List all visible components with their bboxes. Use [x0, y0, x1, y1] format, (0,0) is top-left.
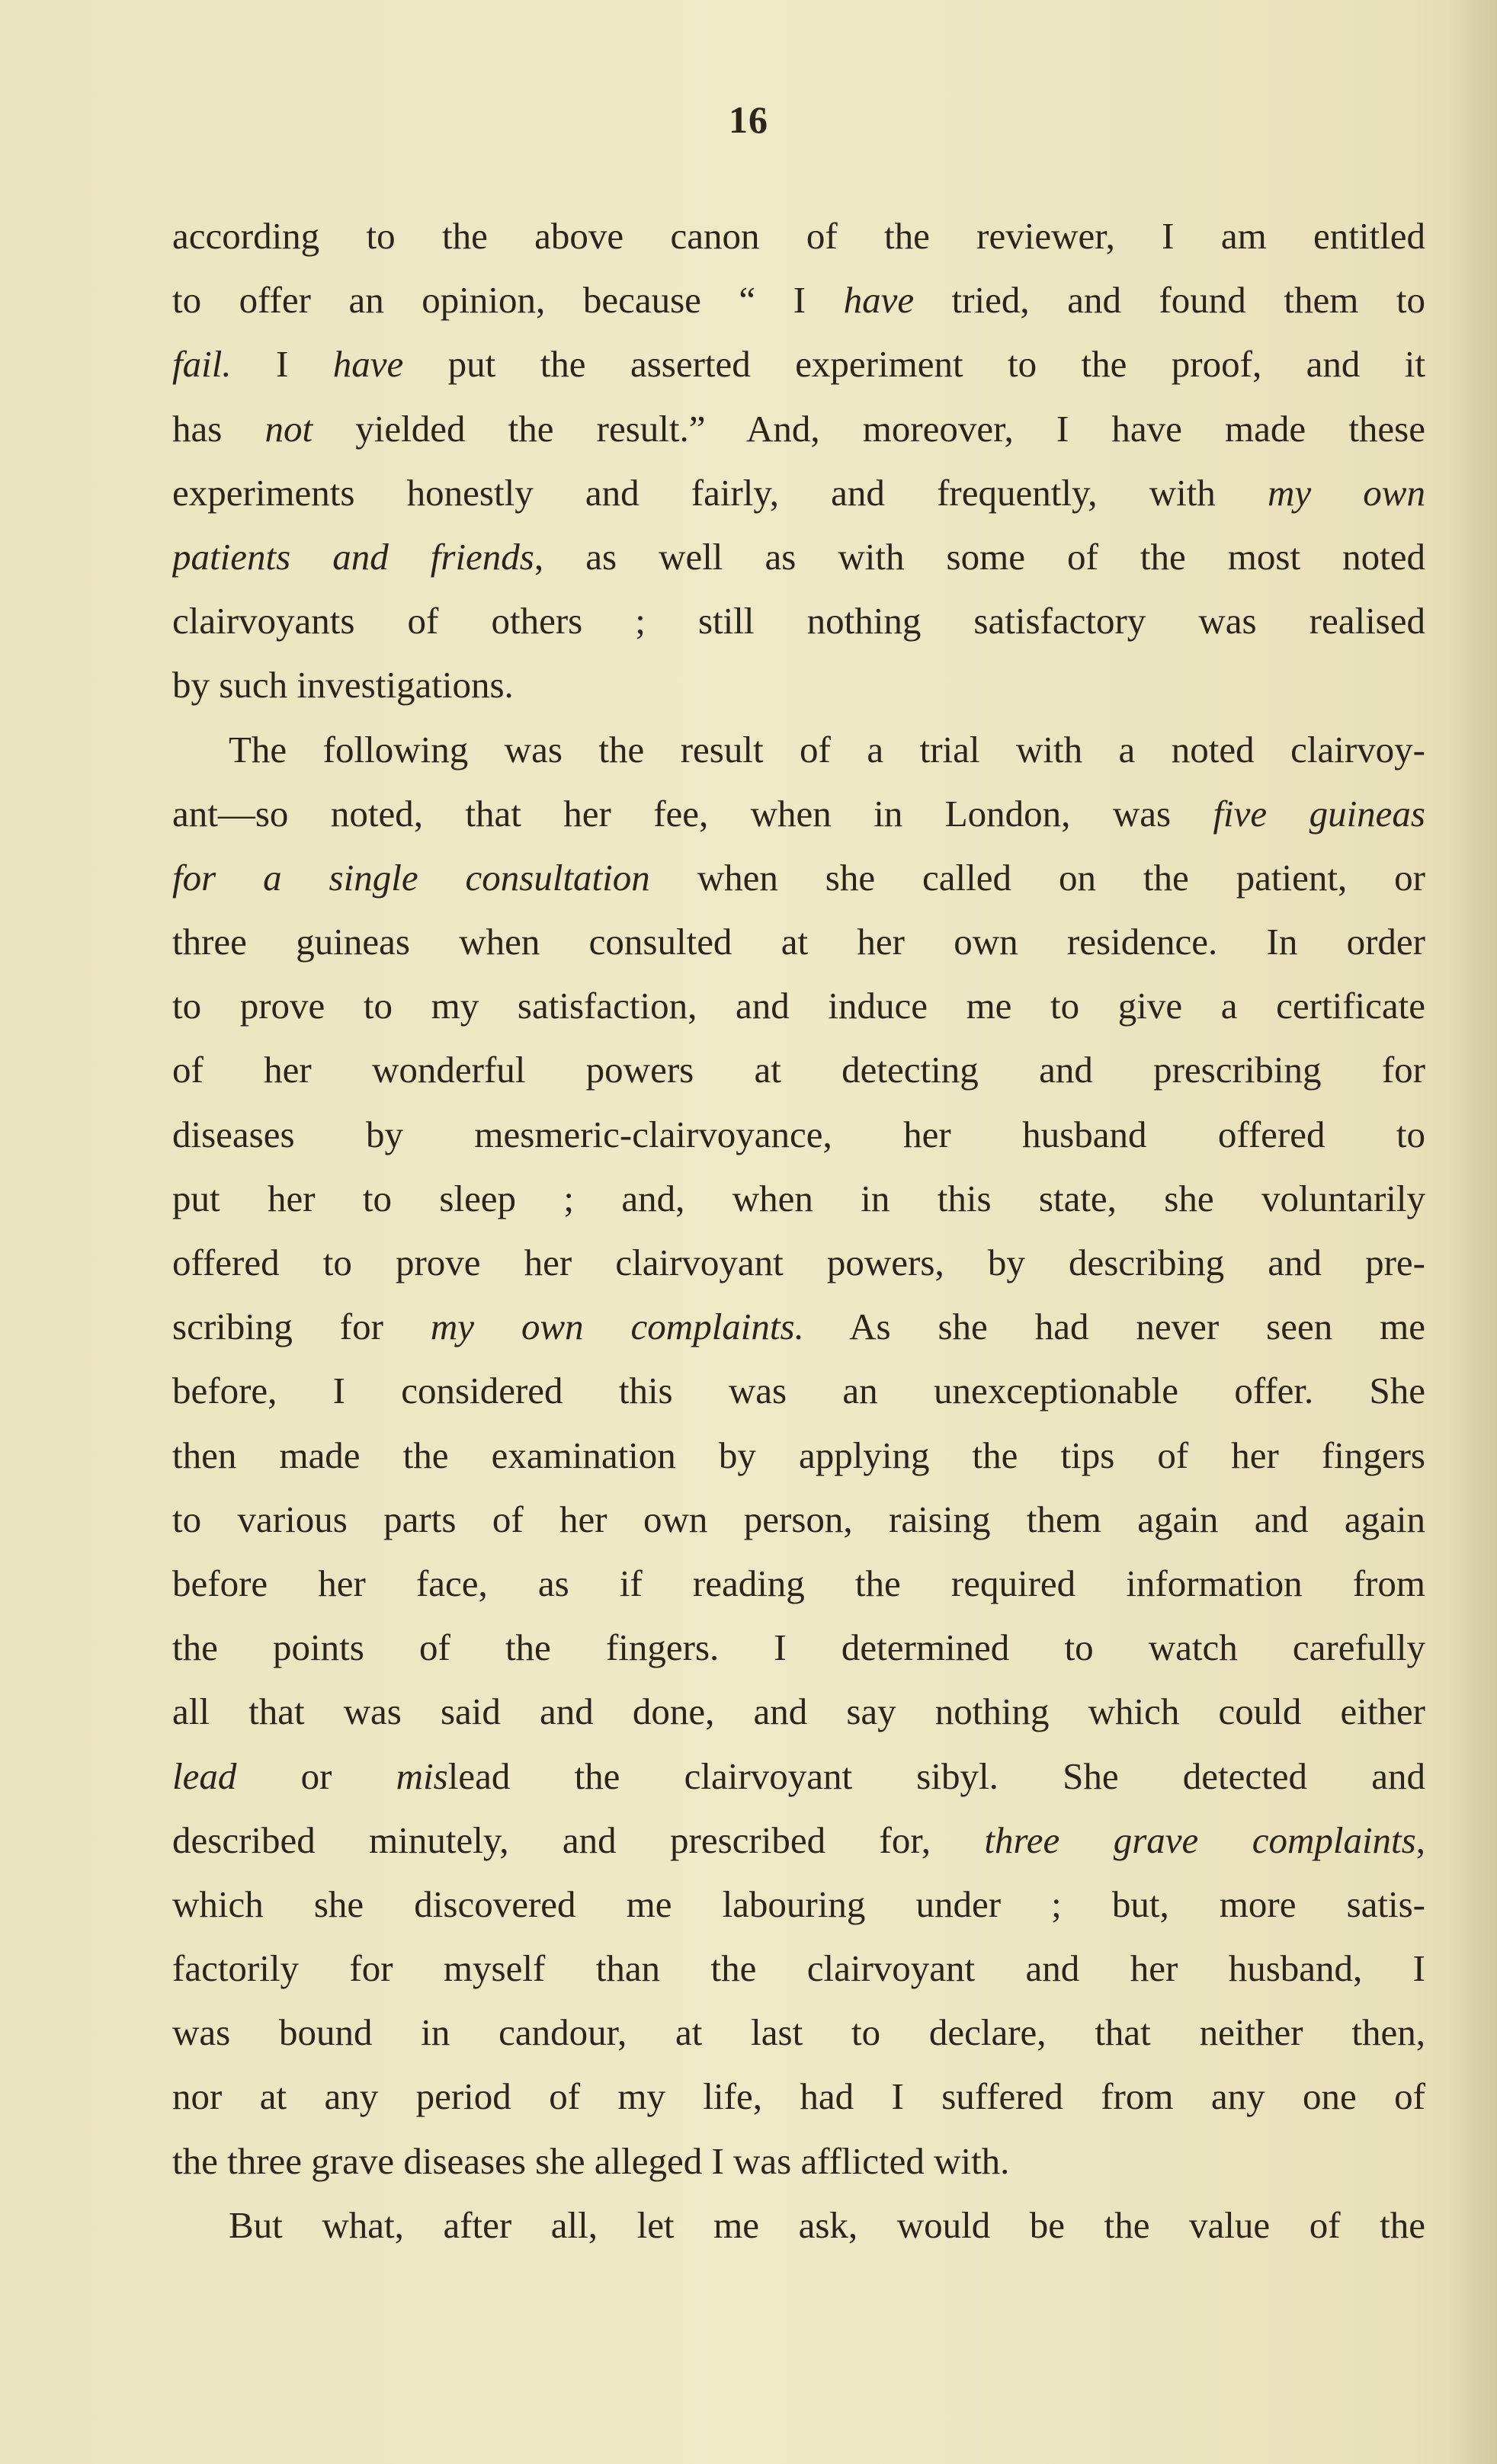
text-line: [172, 1103, 1425, 1167]
text-line: [172, 1809, 1425, 1873]
italic-text: have: [843, 279, 915, 322]
text-segment: But what, after all, let me ask, would be the value of the: [229, 2203, 1425, 2246]
text-line: [172, 268, 1425, 332]
text-line: [172, 846, 1425, 910]
text-line: [172, 910, 1425, 974]
italic-text: have: [332, 343, 404, 386]
text-line: [172, 1231, 1425, 1295]
text-segment: factorily for myself than the clairvoyant and her husband, I: [172, 1947, 1425, 1990]
italic-text: my own: [1267, 471, 1425, 514]
text-line: [172, 589, 1425, 653]
body-text: [172, 204, 1425, 2257]
italic-text: lead: [172, 1754, 237, 1797]
text-segment: The following was the result of a trial with a noted clairvoy-: [229, 728, 1425, 771]
text-segment: , as well as with some of the most noted: [534, 535, 1425, 578]
text-line: [172, 782, 1425, 846]
text-line: [172, 653, 1425, 717]
text-segment: to various parts of her own person, raising them again and again: [172, 1498, 1425, 1540]
text-line: [172, 332, 1425, 396]
text-segment: clairvoyants of others ; still nothing satisfactory was realised: [172, 600, 1425, 642]
page-edge-shadow: [1451, 0, 1497, 2464]
italic-text: for a single consultation: [172, 856, 650, 899]
text-segment: of her wonderful powers at detecting and prescribing for: [172, 1049, 1425, 1091]
italic-text: three grave complaints: [984, 1818, 1416, 1861]
text-line: [172, 1167, 1425, 1231]
text-segment: all that was said and done, and say nothing which could either: [172, 1690, 1425, 1733]
text-segment: by such investigations.: [172, 664, 514, 707]
text-segment: experiments honestly and fairly, and frequently, with: [172, 471, 1268, 514]
text-line: [172, 525, 1425, 589]
text-line: [172, 1488, 1425, 1552]
italic-text: fail.: [172, 343, 232, 386]
text-segment: the points of the fingers. I determined to watch carefully: [172, 1626, 1425, 1669]
italic-text: patients and friends: [172, 535, 534, 578]
text-line: [172, 1359, 1425, 1423]
page-number: 16: [729, 98, 768, 141]
text-line: [172, 1295, 1425, 1359]
text-segment: was bound in candour, at last to declare, that neither then,: [172, 2011, 1425, 2054]
text-line: [172, 2129, 1425, 2193]
text-segment: ,: [1415, 1818, 1425, 1861]
text-segment: to offer an opinion, because “ I: [172, 279, 844, 322]
text-segment: put her to sleep ; and, when in this state, she voluntarily: [172, 1177, 1425, 1219]
text-line: [172, 1552, 1425, 1616]
text-line: [172, 1745, 1425, 1809]
text-segment: to prove to my satisfaction, and induce me to give a certificate: [172, 985, 1425, 1027]
text-segment: the three grave diseases she alleged I was afflicted with.: [172, 2139, 1010, 2182]
text-segment: diseases by mesmeric-clairvoyance, her husband offered to: [172, 1113, 1425, 1155]
text-line: [172, 204, 1425, 268]
text-segment: described minutely, and prescribed for,: [172, 1818, 985, 1861]
text-segment: As she had never seen me: [803, 1306, 1425, 1348]
text-segment: I: [231, 343, 333, 386]
text-segment: nor at any period of my life, had I suffered from any one of: [172, 2075, 1425, 2118]
text-line: [172, 1038, 1425, 1102]
text-segment: scribing for: [172, 1306, 431, 1348]
text-segment: put the asserted experiment to the proof, and it: [403, 343, 1425, 386]
text-line: [172, 2065, 1425, 2129]
text-segment: three guineas when consulted at her own residence. In order: [172, 921, 1425, 963]
text-line: [172, 1680, 1425, 1744]
italic-text: my own complaints.: [430, 1306, 804, 1348]
italic-text: mis: [396, 1754, 448, 1797]
text-segment: ant—so noted, that her fee, when in London, was: [172, 792, 1213, 835]
text-segment: offered to prove her clairvoyant powers, by describing and pre-: [172, 1242, 1425, 1283]
text-line: [172, 718, 1425, 782]
text-line: [172, 1616, 1425, 1680]
text-segment: when she called on the patient, or: [649, 856, 1425, 899]
text-segment: according to the above canon of the reviewer, I am entitled: [172, 215, 1425, 257]
text-segment: tried, and found them to: [914, 279, 1425, 322]
text-line: [172, 461, 1425, 525]
text-line: [172, 1937, 1425, 2001]
italic-text: not: [264, 407, 313, 450]
text-segment: which she discovered me labouring under ; but, more satis-: [172, 1882, 1425, 1925]
text-segment: yielded the result.” And, moreover, I have made these: [313, 407, 1425, 450]
text-segment: before her face, as if reading the required information from: [172, 1562, 1425, 1604]
text-line: [172, 974, 1425, 1038]
text-line: [172, 1424, 1425, 1488]
text-segment: or: [236, 1754, 396, 1797]
text-line: [172, 1873, 1425, 1937]
text-line: [172, 2193, 1425, 2257]
text-segment: lead the clairvoyant sibyl. She detected and: [447, 1754, 1425, 1797]
text-line: [172, 397, 1425, 461]
italic-text: five guineas: [1213, 792, 1425, 835]
text-segment: before, I considered this was an unexceptionable offer. She: [172, 1370, 1425, 1412]
text-segment: has: [172, 407, 265, 450]
text-segment: then made the examination by applying the tips of her fingers: [172, 1434, 1425, 1476]
text-line: [172, 2001, 1425, 2065]
